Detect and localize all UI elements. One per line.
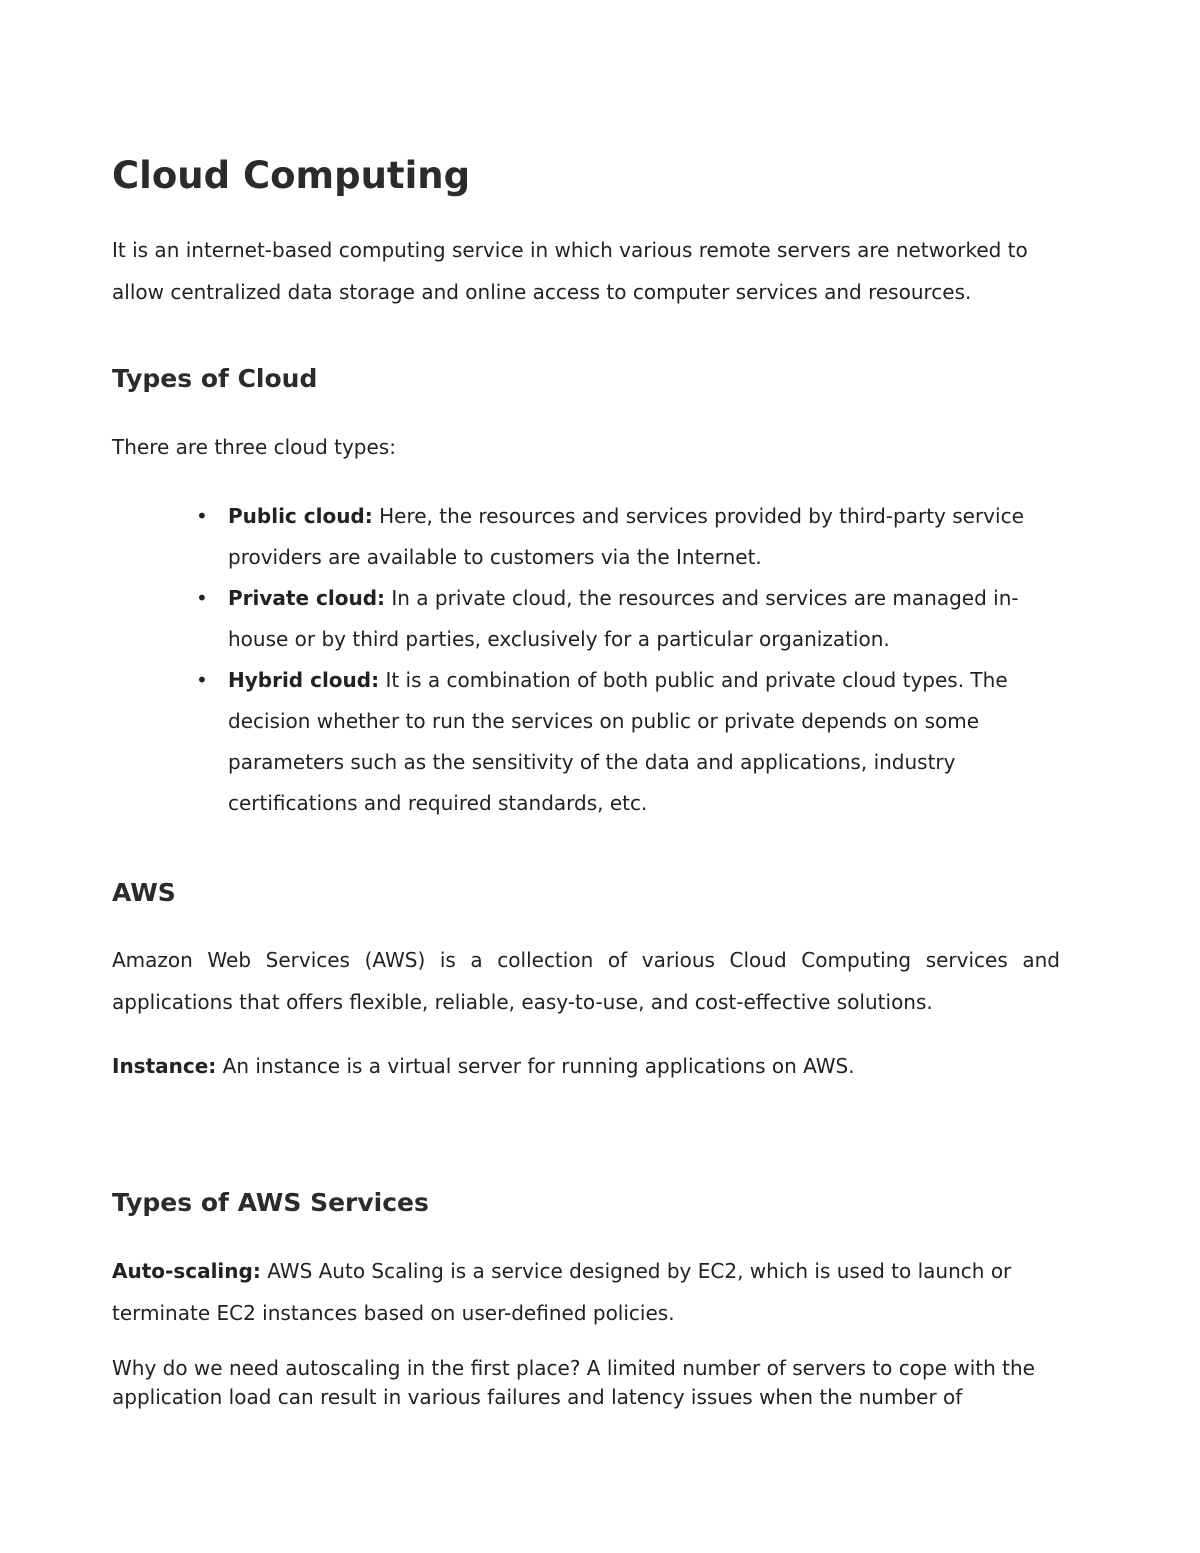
list-item	[112, 578, 1060, 660]
bullet-icon: •	[196, 586, 208, 610]
list-item-text: It is a combination of both public and private cloud types. The decision whether to run the services on public or private depends on some parameters such as the sensitivity of the data and applications, industry certifications and required standards, etc.	[228, 668, 1008, 815]
list-item-text: In a private cloud, the resources and services are managed in-house or by third parties, exclusively for a particular organization.	[228, 586, 1019, 651]
list-item	[112, 660, 1060, 824]
list-item-text: Here, the resources and services provided by third-party service providers are available to customers via the Internet.	[228, 504, 1024, 569]
bullet-icon: •	[196, 668, 208, 692]
page-title: Cloud Computing	[112, 154, 471, 197]
cloud-types-list	[112, 496, 1060, 824]
types-of-cloud-lead: There are three cloud types:	[112, 435, 396, 459]
aws-description: Amazon Web Services (AWS) is a collection of various Cloud Computing services and applications that offers flexible, reliable, easy-to-use, and cost-effective solutions.	[112, 948, 1060, 1014]
aws-services-heading: Types of AWS Services	[112, 1188, 429, 1217]
list-item	[112, 496, 1060, 578]
autoscaling-text: AWS Auto Scaling is a service designed by EC2, which is used to launch or terminate EC2 instances based on user-defined policies.	[112, 1259, 1012, 1325]
instance-paragraph	[112, 1045, 1060, 1087]
list-item-term: Hybrid cloud:	[228, 668, 380, 692]
instance-term: Instance:	[112, 1054, 217, 1078]
aws-heading: AWS	[112, 878, 176, 907]
types-of-cloud-heading: Types of Cloud	[112, 364, 318, 393]
autoscaling-paragraph	[112, 1250, 1060, 1334]
instance-text: An instance is a virtual server for running applications on AWS.	[216, 1054, 855, 1078]
list-item-term: Private cloud:	[228, 586, 386, 610]
intro-paragraph: It is an internet-based computing service in which various remote servers are networked to allow centralized data storage and online access to computer services and resources.	[112, 238, 1028, 304]
why-autoscaling-paragraph: Why do we need autoscaling in the first place? A limited number of servers to cope with the application load can result in various failures and latency issues when the number of	[112, 1356, 1035, 1409]
bullet-icon: •	[196, 504, 208, 528]
list-item-term: Public cloud:	[228, 504, 373, 528]
autoscaling-term: Auto-scaling:	[112, 1259, 261, 1283]
